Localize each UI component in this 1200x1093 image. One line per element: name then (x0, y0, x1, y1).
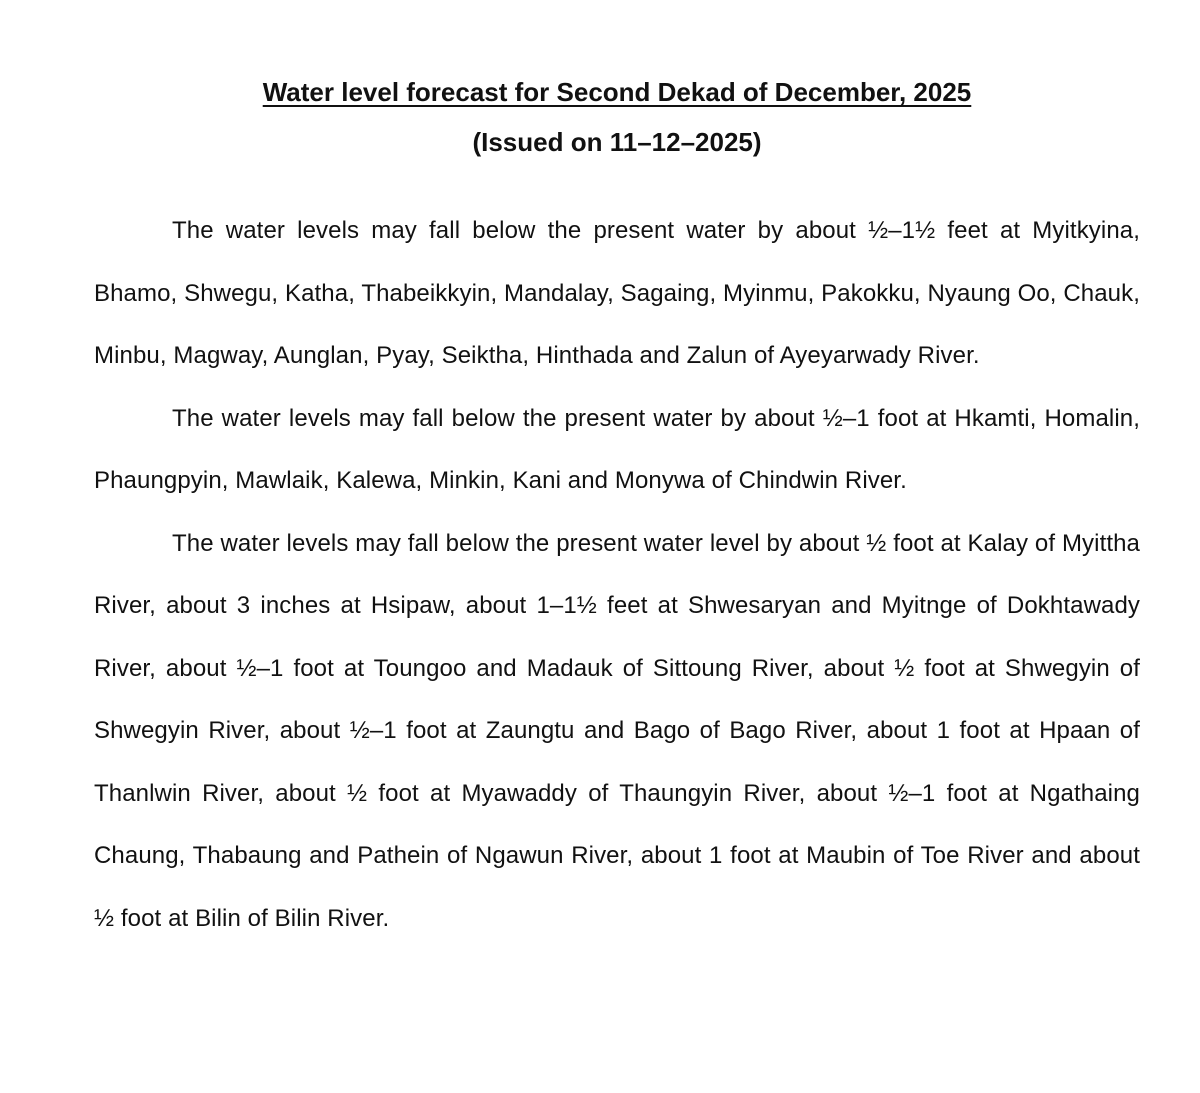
paragraph-chindwin: The water levels may fall below the present water by about ½–1 foot at Hkamti, Homalin, Phaungpyin, Mawlaik, Kalewa, Minkin, Kani and Monywa of Chindwin River. (94, 404, 1140, 494)
document-title-text: Water level forecast for Second Dekad of December, 2025 (262, 77, 972, 107)
document-body (94, 200, 1140, 950)
document-title (94, 72, 1140, 112)
issued-date: (Issued on 11–12–2025) (472, 127, 762, 157)
paragraph-other-rivers: The water levels may fall below the present water level by about ½ foot at Kalay of Myittha River, about 3 inches at Hsipaw, about 1–1½ feet at Shwesaryan and Myitnge of Dokhtawady River, about ½–1 foot at Toungoo and Madauk of Sittoung River, about ½ foot at Shwegyin of Shwegyin River, about ½–1 foot at Zaungtu and Bago of Bago River, about 1 foot at Hpaan of Thanlwin River, about ½ foot at Myawaddy of Thaungyin River, about ½–1 foot at Ngathaing Chaung, Thabaung and Pathein of Ngawun River, about 1 foot at Maubin of Toe River and about ½ foot at Bilin of Bilin River. (94, 529, 1140, 932)
paragraph-ayeyarwady: The water levels may fall below the present water by about ½–1½ feet at Myitkyina, Bhamo, Shwegu, Katha, Thabeikkyin, Mandalay, Sagaing, Myinmu, Pakokku, Nyaung Oo, Chauk, Minbu, Magway, Aunglan, Pyay, Seiktha, Hinthada and Zalun of Ayeyarwady River. (94, 217, 1140, 369)
